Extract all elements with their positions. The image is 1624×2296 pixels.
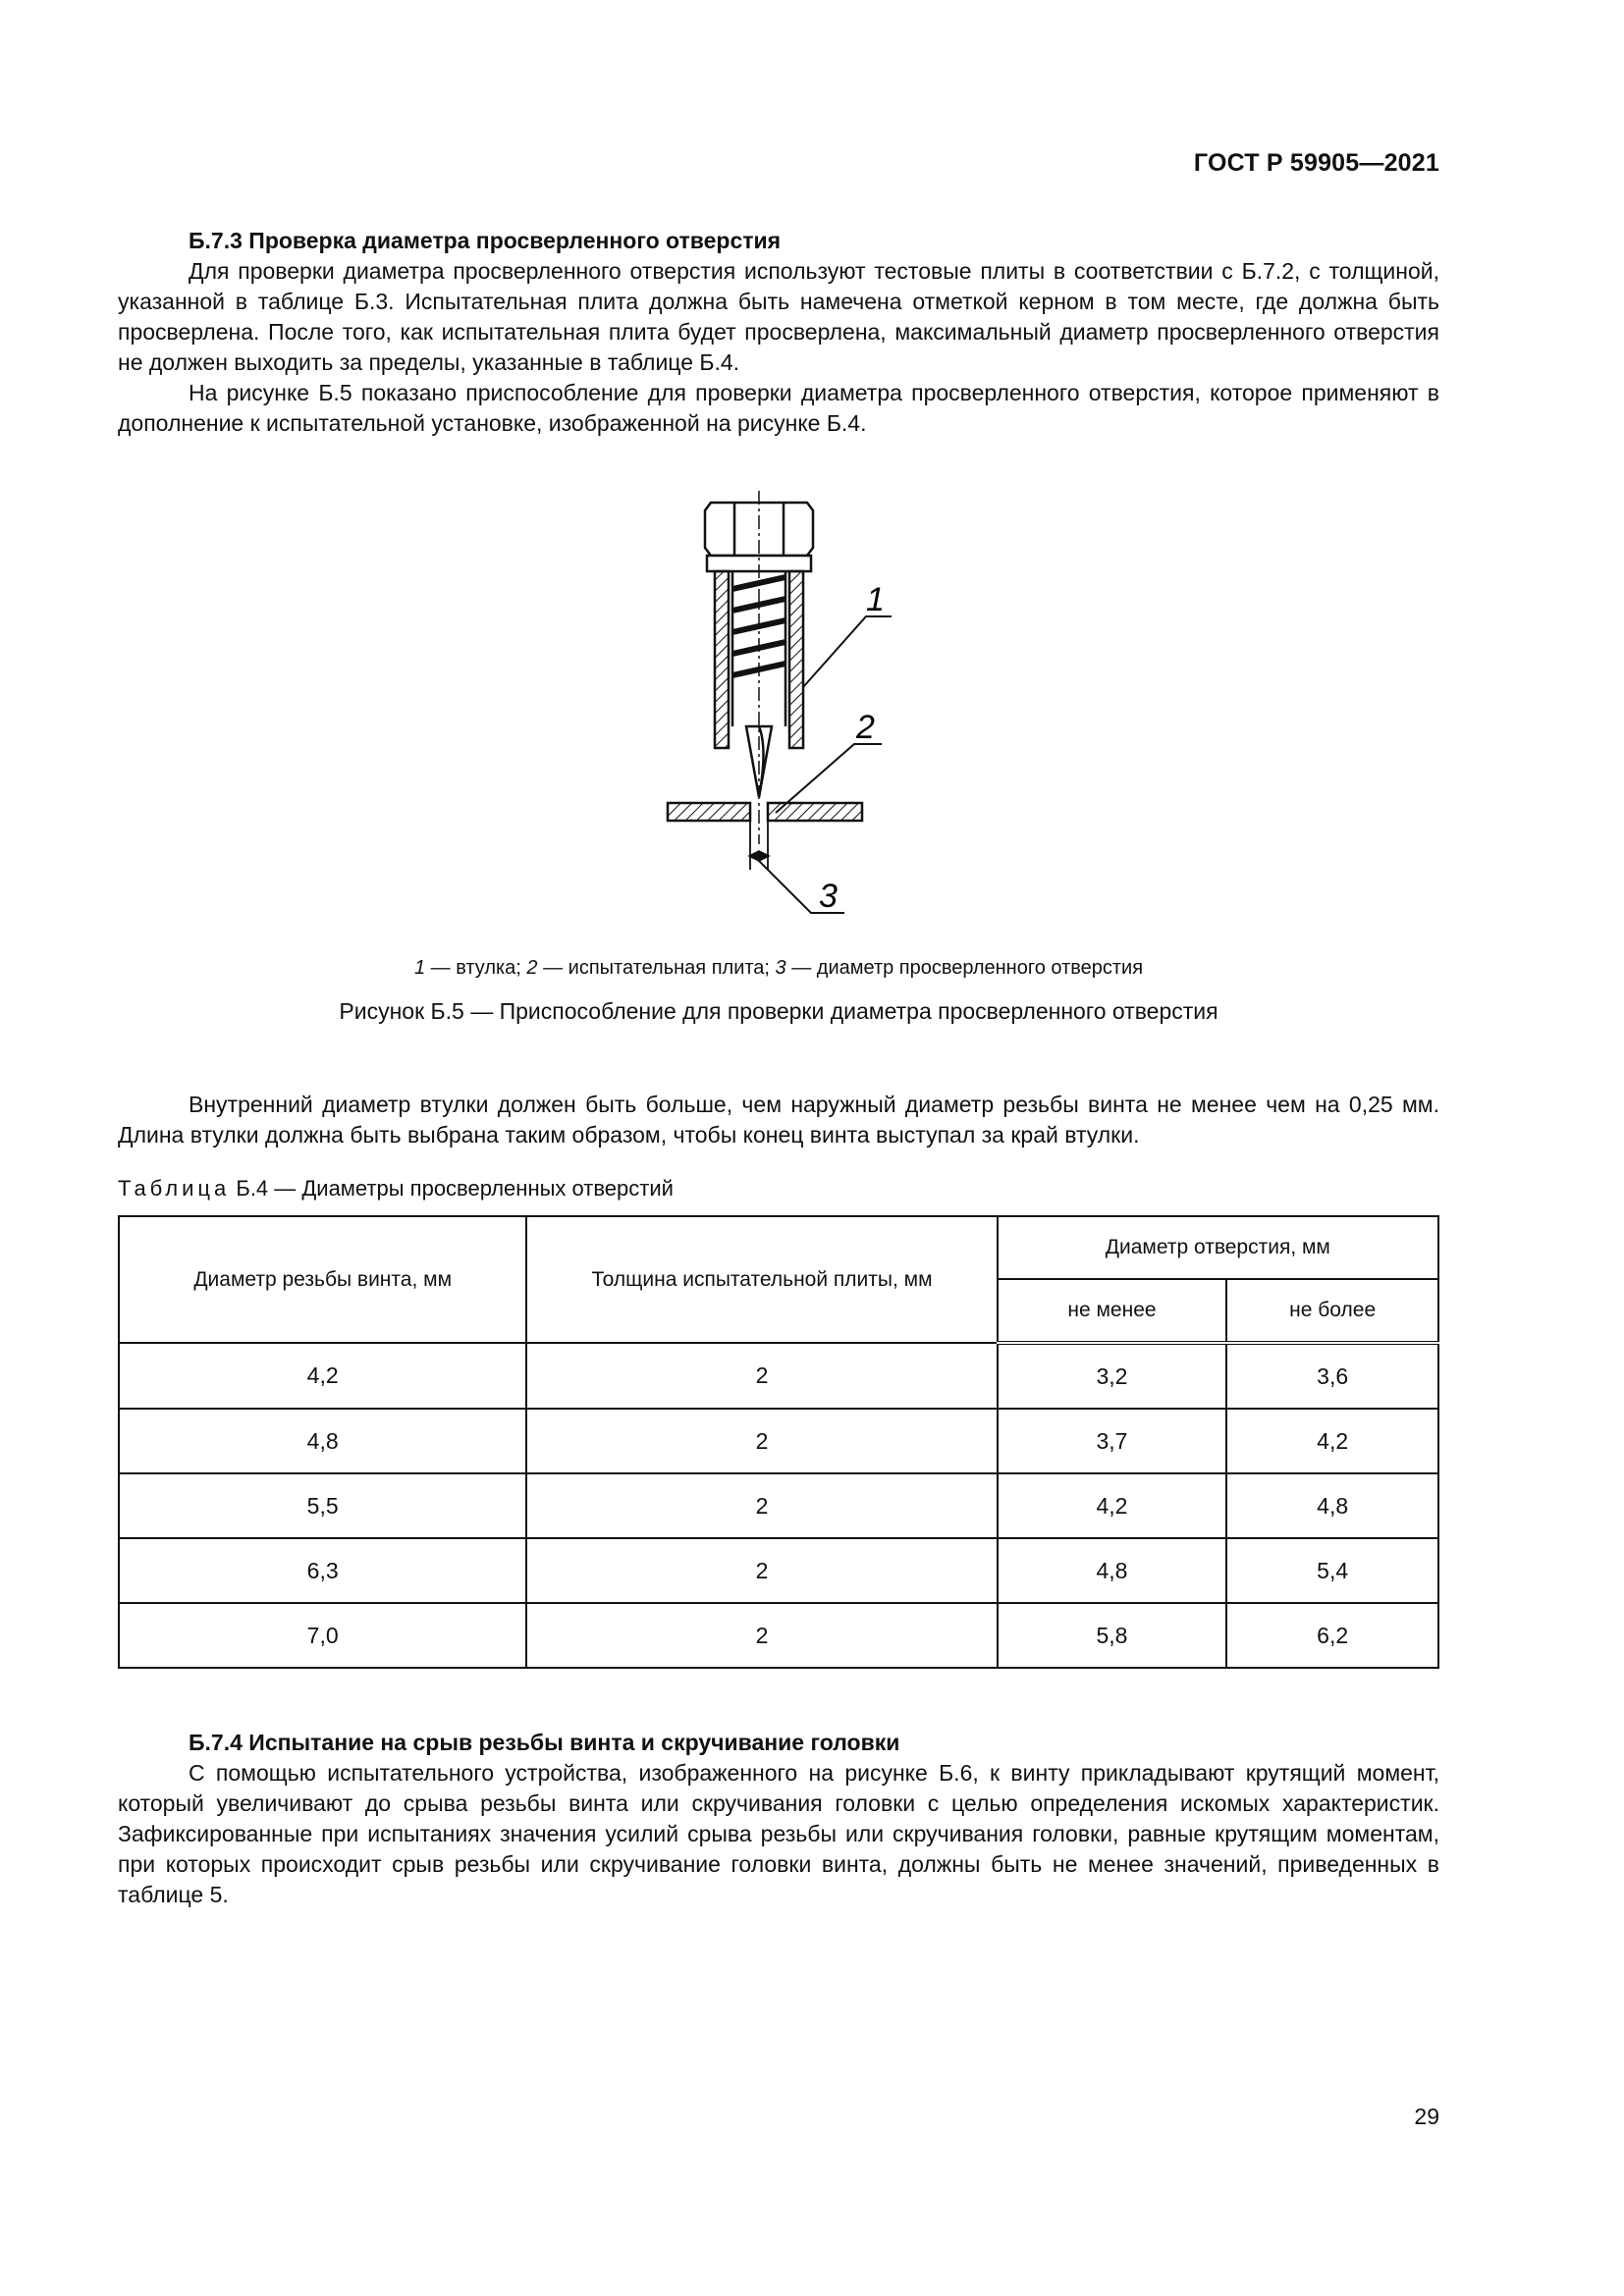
legend-num-2: 2	[526, 957, 538, 979]
section-title-b73: Б.7.3 Проверка диаметра просверленного отверстия	[189, 228, 782, 253]
cell: 3,2	[998, 1343, 1227, 1409]
cell: 4,8	[119, 1409, 526, 1473]
cell: 4,8	[998, 1538, 1227, 1603]
table-row	[119, 1409, 1438, 1473]
cell: 4,8	[1226, 1473, 1438, 1538]
sleeve-paragraph-block	[118, 1090, 1439, 1150]
cell: 4,2	[119, 1343, 526, 1409]
paragraph: С помощью испытательного устройства, изображенного на рисунке Б.6, к винту прикладывают крутящий момент, который увеличивают до срыва резьбы винта или скручивания головки с целью определения искомых характеристик. Зафиксированные при испытаниях значения усилий срыва резьбы или скручивания головки, равные крутящим моментам, при которых происходит срыв резьбы или скручивание головки винта, должны быть не менее значений, приведенных в таблице 5.	[118, 1760, 1439, 1907]
table-caption: Б.4 — Диаметры просверленных отверстий	[230, 1176, 674, 1201]
page-number: 29	[1414, 2104, 1439, 2129]
header-thread-diameter: Диаметр резьбы винта, мм	[119, 1216, 526, 1343]
section-b73	[118, 226, 1439, 439]
legend-text-1: — втулка;	[425, 957, 527, 979]
callout-3: 3	[819, 878, 838, 915]
table-row	[119, 1538, 1438, 1603]
leader-lines	[758, 616, 892, 913]
screw-head	[705, 503, 813, 571]
callout-2: 2	[856, 709, 875, 746]
legend-num-3: 3	[775, 957, 786, 979]
cell: 2	[526, 1603, 997, 1668]
cell: 3,6	[1226, 1343, 1438, 1409]
cell: 5,8	[998, 1603, 1227, 1668]
table-label: Таблица	[118, 1176, 231, 1201]
cell: 2	[526, 1538, 997, 1603]
cell: 2	[526, 1343, 997, 1409]
legend-num-1: 1	[413, 957, 426, 979]
header-hole-diameter: Диаметр отверстия, мм	[998, 1216, 1438, 1279]
cell: 2	[526, 1473, 997, 1538]
figure-b5-drawing	[648, 491, 903, 933]
cell: 6,3	[119, 1538, 526, 1603]
header-plate-thickness: Толщина испытательной плиты, мм	[526, 1216, 997, 1343]
paragraph: На рисунке Б.5 показано приспособление для проверки диаметра просверленного отверстия, которое применяют в дополнение к испытательной установке, изображенной на рисунке Б.4.	[118, 380, 1439, 436]
header-max: не более	[1226, 1279, 1438, 1343]
cell: 6,2	[1226, 1603, 1438, 1668]
legend-text-2: — испытательная плита;	[537, 957, 776, 979]
paragraph: Внутренний диаметр втулки должен быть больше, чем наружный диаметр резьбы винта не менее чем на 0,25 мм. Длина втулки должна быть выбрана таким образом, чтобы конец винта выступал за край втулки.	[118, 1092, 1439, 1148]
cell: 4,2	[998, 1473, 1227, 1538]
figure-title: Рисунок Б.5 — Приспособление для проверки диаметра просверленного отверстия	[339, 998, 1218, 1024]
callout-1: 1	[866, 581, 885, 618]
section-title-b74: Б.7.4 Испытание на срыв резьбы винта и скручивание головки	[189, 1730, 900, 1755]
test-plate	[668, 803, 862, 870]
cell: 3,7	[998, 1409, 1227, 1473]
diameters-table	[118, 1215, 1439, 1669]
cell: 5,5	[119, 1473, 526, 1538]
cell: 2	[526, 1409, 997, 1473]
table-header-row	[119, 1216, 1438, 1279]
figure-legend	[118, 957, 1439, 980]
table-row	[119, 1603, 1438, 1668]
table-row	[119, 1343, 1438, 1409]
cell: 4,2	[1226, 1409, 1438, 1473]
cell: 7,0	[119, 1603, 526, 1668]
table-row	[119, 1473, 1438, 1538]
paragraph: Для проверки диаметра просверленного отверстия используют тестовые плиты в соответствии с Б.7.2, с толщиной, указанной в таблице Б.3. Испытательная плита должна быть намечена отметкой керном в том месте, где должна быть просверлена. После того, как испытательная плита будет просверлена, максимальный диаметр просверленного отверстия не должен выходить за пределы, указанные в таблице Б.4.	[118, 258, 1439, 375]
section-b74	[118, 1728, 1439, 1910]
document-header: ГОСТ Р 59905—2021	[1193, 149, 1439, 177]
table-title	[118, 1176, 674, 1201]
legend-text-3: — диаметр просверленного отверстия	[785, 957, 1144, 979]
header-min: не менее	[998, 1279, 1227, 1343]
cell: 5,4	[1226, 1538, 1438, 1603]
